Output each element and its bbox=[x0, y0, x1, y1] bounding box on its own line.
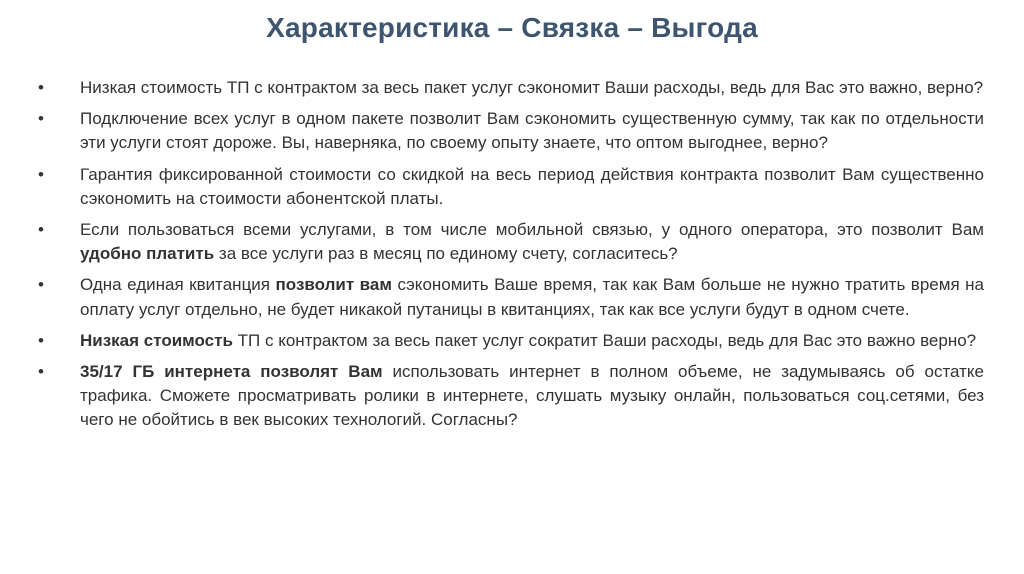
bullet-item bbox=[38, 329, 984, 353]
bullet-text: Одна единая квитанция bbox=[80, 275, 276, 295]
bullet-text: использовать интернет в полном объеме, не задумываясь об остатке трафика. Сможете просматривать ролики в интернете, слушать музыку онлайн, пользоваться соц.сетями, без чего не обойтись в век высоких технологий. Согласны? bbox=[80, 362, 985, 430]
bullet-text: за все услуги раз в месяц по единому счету, согласитесь? bbox=[214, 244, 678, 264]
bullet-item bbox=[38, 76, 984, 100]
bullet-dot-icon: • bbox=[38, 220, 44, 240]
bullet-dot-icon: • bbox=[38, 109, 44, 129]
bullet-dot-icon: • bbox=[38, 362, 44, 382]
bullet-text: ТП с контрактом за весь пакет услуг сократит Ваши расходы, ведь для Вас это важно верно? bbox=[232, 330, 977, 350]
bullet-text-bold: 35/17 ГБ интернета позволят Вам bbox=[80, 362, 383, 382]
bullet-text-bold: удобно платить bbox=[80, 244, 215, 264]
bullet-list bbox=[38, 76, 984, 440]
bullet-text: сэкономить Ваше время, так как Вам больше не нужно тратить время на оплату услуг отдельно, не будет никакой путаницы в квитанциях, так как все услуги будут в одном счете. bbox=[80, 275, 984, 319]
bullet-text: Если пользоваться всеми услугами, в том числе мобильной связью, у одного оператора, это позволит Вам bbox=[80, 220, 984, 240]
bullet-text-bold: позволит вам bbox=[275, 275, 392, 295]
bullet-item bbox=[38, 360, 984, 433]
bullet-dot-icon: • bbox=[38, 275, 44, 295]
bullet-text: Гарантия фиксированной стоимости со скидкой на весь период действия контракта позволит Вам существенно сэкономить на стоимости абонентской платы. bbox=[80, 164, 984, 208]
bullet-text: Подключение всех услуг в одном пакете позволит Вам сэкономить существенную сумму, так как по отдельности эти услуги стоят дороже. Вы, наверняка, по своему опыту знаете, что оптом выгоднее, верно? bbox=[80, 109, 984, 153]
bullet-item bbox=[38, 273, 984, 321]
bullet-dot-icon: • bbox=[38, 330, 44, 350]
bullet-text: Низкая стоимость ТП с контрактом за весь пакет услуг сэкономит Ваши расходы, ведь для Вас это важно, верно? bbox=[80, 78, 984, 97]
bullet-item bbox=[38, 163, 984, 211]
bullet-text-bold: Низкая стоимость bbox=[80, 330, 233, 350]
slide-title: Характеристика – Связка – Выгода bbox=[266, 12, 758, 43]
bullet-dot-icon: • bbox=[38, 164, 44, 184]
bullet-item bbox=[38, 218, 984, 266]
bullet-item bbox=[38, 107, 984, 155]
bullet-dot-icon: • bbox=[38, 78, 44, 97]
